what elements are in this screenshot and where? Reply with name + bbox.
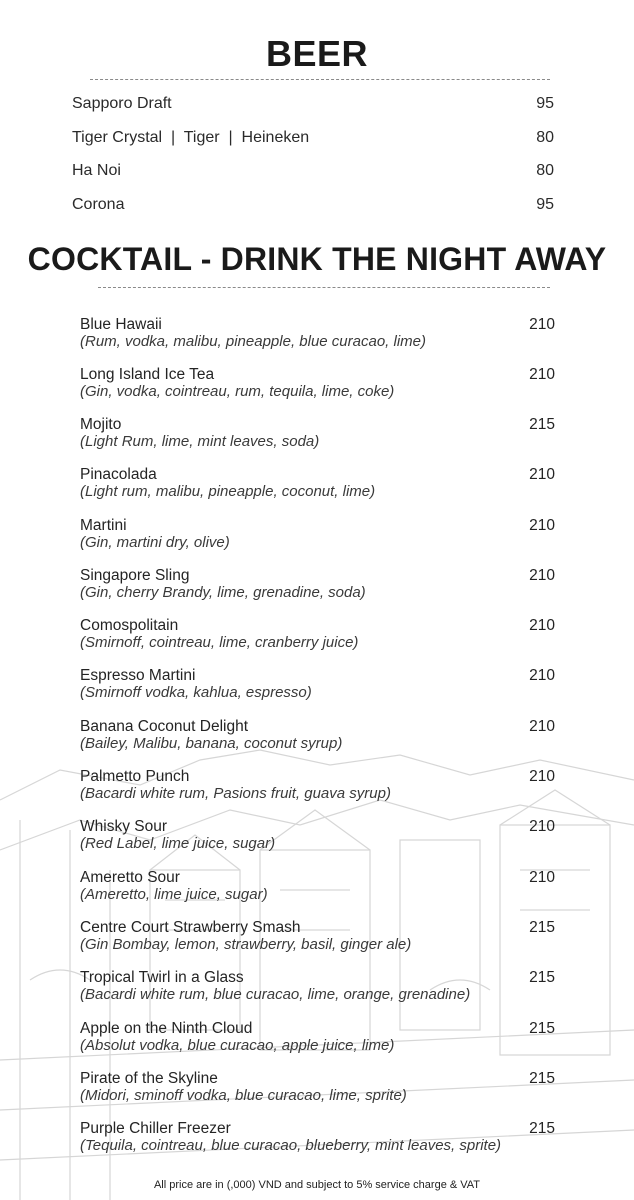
cocktail-item-ingredients: (Light Rum, lime, mint leaves, soda): [80, 433, 320, 450]
beer-item-name: Tiger Crystal | Tiger | Heineken: [72, 129, 310, 146]
cocktail-item-ingredients: (Bacardi white rum, blue curacao, lime, orange, grenadine): [80, 986, 471, 1003]
beer-item: [72, 92, 554, 116]
cocktail-item-name: Long Island Ice Tea: [80, 366, 215, 383]
cocktail-item-price: 215: [529, 1120, 555, 1137]
cocktail-item: [80, 969, 555, 1003]
cocktail-item: [80, 869, 555, 903]
beer-item-price: 80: [536, 129, 554, 146]
cocktail-item-ingredients: (Tequila, cointreau, blue curacao, blueberry, mint leaves, sprite): [80, 1137, 502, 1154]
cocktail-item: [80, 919, 555, 953]
cocktail-item: [80, 1020, 555, 1054]
cocktail-item-price: 210: [529, 768, 555, 785]
cocktail-item-name: Purple Chiller Freezer: [80, 1120, 231, 1137]
cocktail-item-price: 210: [529, 617, 555, 634]
price-footnote: All price are in (,000) VND and subject to 5% service charge & VAT: [153, 1179, 481, 1191]
cocktail-item-name: Palmetto Punch: [80, 768, 190, 785]
cocktail-title-divider: [98, 287, 550, 288]
cocktail-item-ingredients: (Midori, sminoff vodka, blue curacao, lime, sprite): [80, 1087, 407, 1104]
cocktail-item: [80, 416, 555, 450]
cocktail-item: [80, 1120, 555, 1154]
cocktail-item-name: Singapore Sling: [80, 567, 190, 584]
cocktail-item: [80, 316, 555, 350]
cocktail-item: [80, 718, 555, 752]
cocktail-item-name: Blue Hawaii: [80, 316, 162, 333]
cocktail-item: [80, 567, 555, 601]
cocktail-item-ingredients: (Ameretto, lime juice, sugar): [80, 886, 268, 903]
cocktail-item-ingredients: (Rum, vodka, malibu, pineapple, blue curacao, lime): [80, 333, 427, 350]
cocktail-item-price: 210: [529, 316, 555, 333]
beer-item: [72, 126, 554, 150]
cocktail-item-name: Ameretto Sour: [80, 869, 180, 886]
cocktail-item-ingredients: (Light rum, malibu, pineapple, coconut, lime): [80, 483, 376, 500]
cocktail-item-price: 215: [529, 1020, 555, 1037]
cocktail-item-name: Pirate of the Skyline: [80, 1070, 218, 1087]
beer-title-divider: [90, 79, 550, 80]
cocktail-item: [80, 818, 555, 852]
beer-item-name: Sapporo Draft: [72, 95, 172, 112]
cocktail-item-price: 210: [529, 667, 555, 684]
cocktail-item-name: Apple on the Ninth Cloud: [80, 1020, 253, 1037]
cocktail-item-ingredients: (Gin, cherry Brandy, lime, grenadine, soda): [80, 584, 366, 601]
cocktail-item-price: 215: [529, 919, 555, 936]
cocktail-item-ingredients: (Gin, vodka, cointreau, rum, tequila, lime, coke): [80, 383, 395, 400]
cocktail-item: [80, 366, 555, 400]
cocktail-item-price: 210: [529, 567, 555, 584]
cocktail-item-name: Espresso Martini: [80, 667, 196, 684]
cocktail-item: [80, 667, 555, 701]
cocktail-item-price: 210: [529, 466, 555, 483]
cocktail-item-price: 210: [529, 517, 555, 534]
cocktail-item: [80, 517, 555, 551]
beer-item-price: 95: [536, 196, 554, 213]
beer-item: [72, 193, 554, 217]
cocktail-item-name: Comospolitain: [80, 617, 179, 634]
cocktail-item: [80, 617, 555, 651]
cocktail-item-price: 210: [529, 869, 555, 886]
beer-item-name: Corona: [72, 196, 125, 213]
cocktail-item: [80, 1070, 555, 1104]
cocktail-item-name: Tropical Twirl in a Glass: [80, 969, 244, 986]
cocktail-item: [80, 768, 555, 802]
cocktail-item-ingredients: (Bacardi white rum, Pasions fruit, guava syrup): [80, 785, 391, 802]
cocktail-item-name: Mojito: [80, 416, 122, 433]
cocktail-item-name: Banana Coconut Delight: [80, 718, 249, 735]
cocktail-item-name: Whisky Sour: [80, 818, 167, 835]
beer-item-price: 80: [536, 162, 554, 179]
cocktail-item: [80, 466, 555, 500]
cocktail-item-ingredients: (Red Label, lime juice, sugar): [80, 835, 276, 852]
cocktail-item-ingredients: (Smirnoff, cointreau, lime, cranberry juice): [80, 634, 359, 651]
beer-item-name: Ha Noi: [72, 162, 121, 179]
cocktail-item-name: Pinacolada: [80, 466, 157, 483]
cocktail-item-ingredients: (Gin Bombay, lemon, strawberry, basil, ginger ale): [80, 936, 412, 953]
beer-item-price: 95: [536, 95, 554, 112]
cocktail-item-price: 215: [529, 416, 555, 433]
cocktail-item-ingredients: (Bailey, Malibu, banana, coconut syrup): [80, 735, 343, 752]
cocktail-item-price: 215: [529, 1070, 555, 1087]
cocktail-item-price: 210: [529, 718, 555, 735]
cocktail-item-ingredients: (Absolut vodka, blue curacao, apple juice, lime): [80, 1037, 395, 1054]
cocktail-item-ingredients: (Gin, martini dry, olive): [80, 534, 230, 551]
cocktail-item-name: Centre Court Strawberry Smash: [80, 919, 301, 936]
cocktail-item-name: Martini: [80, 517, 127, 534]
beer-item: [72, 159, 554, 183]
cocktail-item-price: 215: [529, 969, 555, 986]
cocktail-item-price: 210: [529, 818, 555, 835]
cocktail-item-ingredients: (Smirnoff vodka, kahlua, espresso): [80, 684, 312, 701]
beer-section-title: BEER: [265, 33, 369, 74]
cocktail-item-price: 210: [529, 366, 555, 383]
cocktail-section-title: COCKTAIL - DRINK THE NIGHT AWAY: [27, 241, 607, 277]
